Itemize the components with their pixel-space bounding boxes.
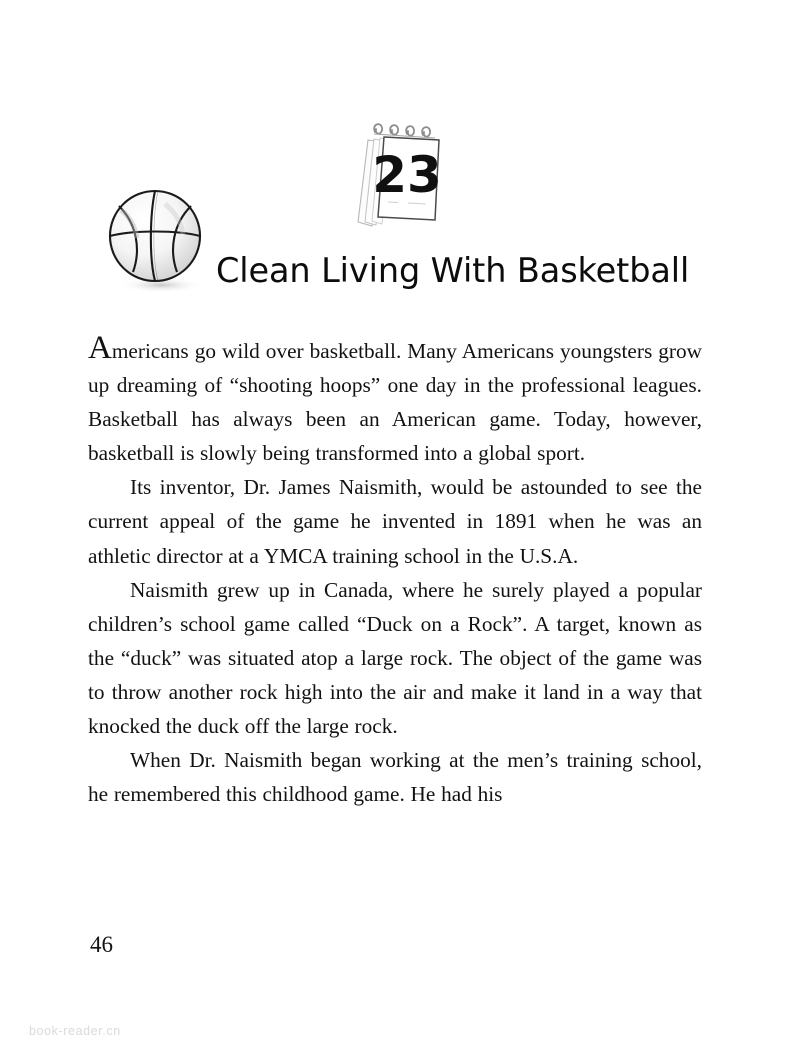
paragraph-4: When Dr. Naismith began working at the men’s training school, he remembered this childhood game. He had his [88,748,702,807]
basketball-icon [103,186,215,298]
chapter-header [0,0,800,310]
drop-cap-letter: A [88,330,112,366]
site-watermark: book-reader.cn [29,1024,121,1038]
paragraph-1 [88,330,702,470]
calendar-page-icon [338,114,462,240]
paragraph-3: Naismith grew up in Canada, where he surely played a popular children’s school game called “Duck on a Rock”. A target, known as the “duck” was situated atop a large rock. The object of the game was to throw another rock high into the air and make it land in a way that knocked the duck off the large rock. [88,577,702,739]
chapter-title: Clean Living With Basketball [216,251,690,291]
paragraph-1-text: mericans go wild over basketball. Many Americans youngsters grow up dreaming of “shooting hoops” one day in the professional leagues. Basketball has always been an American game. Today, however, basketball is slowly being transformed into a global sport. [88,339,702,466]
chapter-body [88,330,702,811]
page-number: 46 [90,932,113,957]
paragraph-2: Its inventor, Dr. James Naismith, would be astounded to see the current appeal of the game he invented in 1891 when he was an athletic director at a YMCA training school in the U.S.A. [88,475,702,568]
chapter-number-text: 23 [372,146,442,204]
